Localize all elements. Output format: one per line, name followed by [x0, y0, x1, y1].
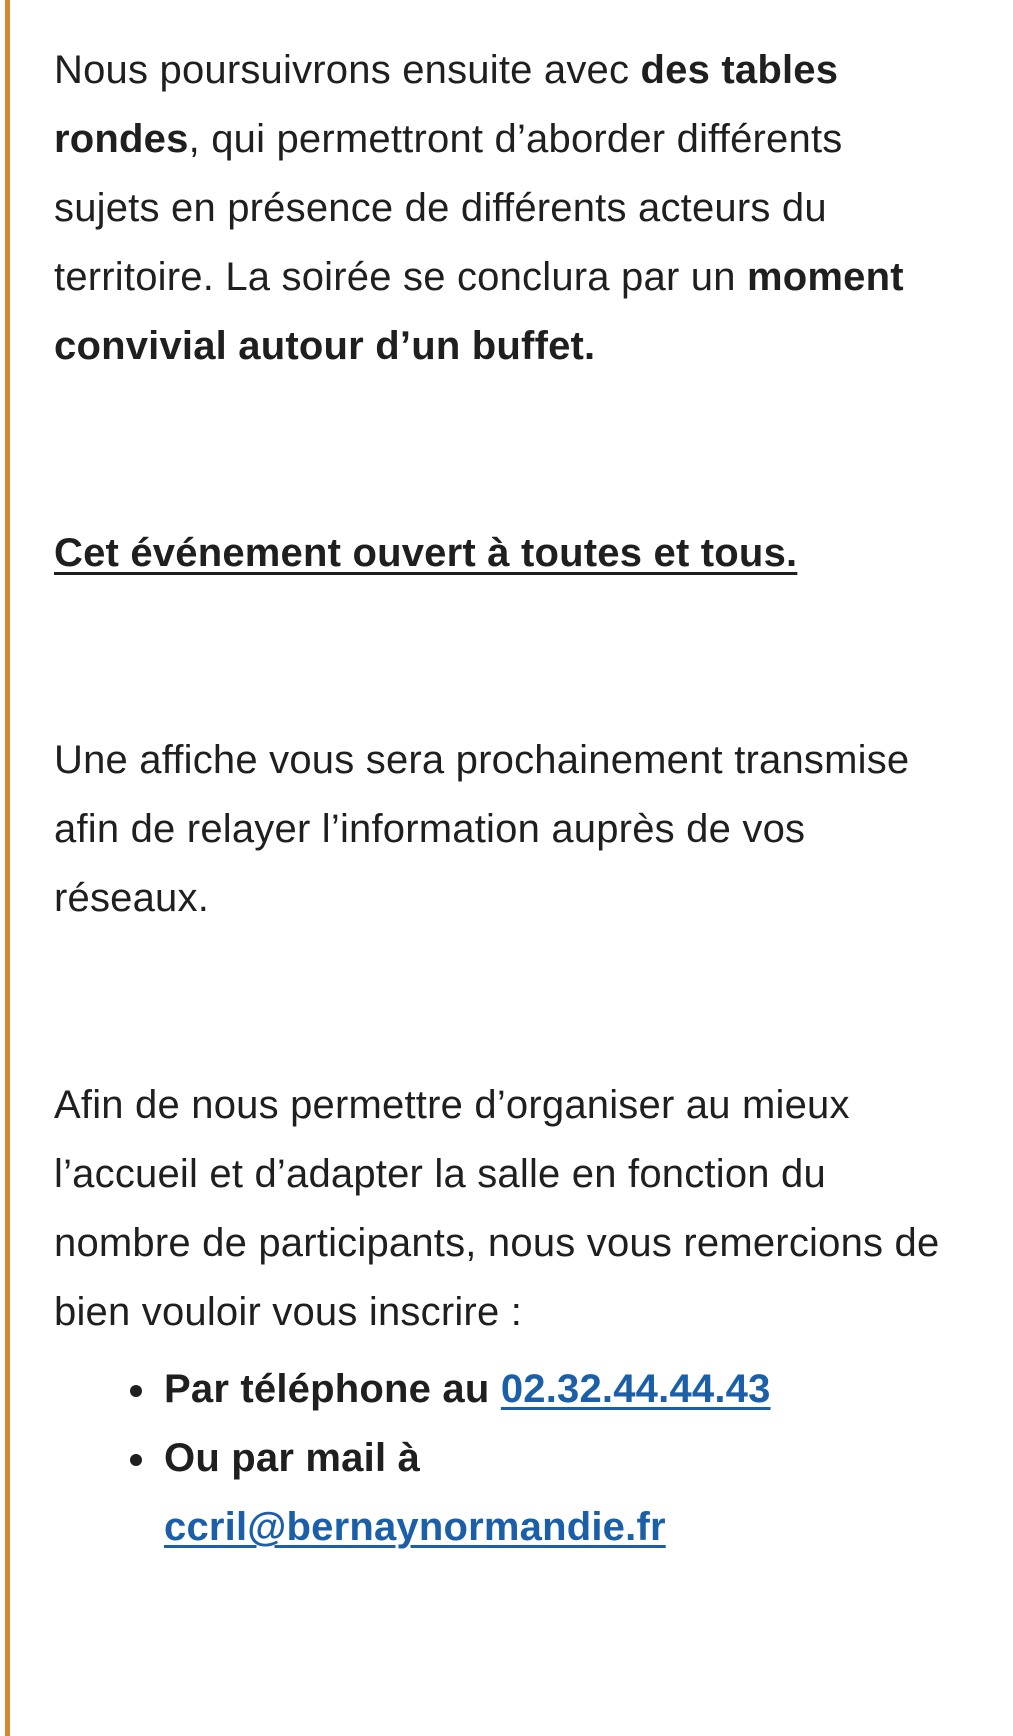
list-item-email — [164, 1424, 954, 1562]
phone-label: Par téléphone au — [164, 1367, 501, 1411]
paragraph-round-tables — [54, 36, 954, 381]
contact-list — [54, 1355, 954, 1562]
paragraph-text: , qui permettront d’aborder différents sujets en présence de différents acteurs du territoire. La soirée se conclura par un — [54, 117, 843, 299]
paragraph-text: Nous poursuivrons ensuite avec — [54, 48, 641, 92]
phone-link[interactable]: 02.32.44.44.43 — [500, 1367, 771, 1411]
left-accent-bar — [5, 0, 10, 1736]
list-item-phone — [164, 1355, 954, 1424]
headline-text: Cet événement ouvert à toutes et tous. — [54, 531, 798, 575]
email-link[interactable]: ccril@bernaynormandie.fr — [164, 1505, 666, 1549]
event-open-headline — [54, 519, 954, 588]
paragraph-registration: Afin de nous permettre d’organiser au mieux l’accueil et d’adapter la salle en fonction du nombre de participants, nous vous remercions de bien vouloir vous inscrire : — [54, 1083, 940, 1334]
bullet-icon — [130, 1454, 142, 1466]
bold-text-round-tables: des tables rondes — [54, 48, 839, 161]
bullet-icon — [130, 1385, 142, 1397]
email-label: Ou par mail à — [164, 1436, 421, 1480]
bold-text-buffet: moment convivial autour d’un buffet. — [54, 255, 904, 368]
paragraph-poster: Une affiche vous sera prochainement transmise afin de relayer l’information auprès de vos réseaux. — [54, 738, 910, 920]
email-body — [54, 36, 954, 1562]
